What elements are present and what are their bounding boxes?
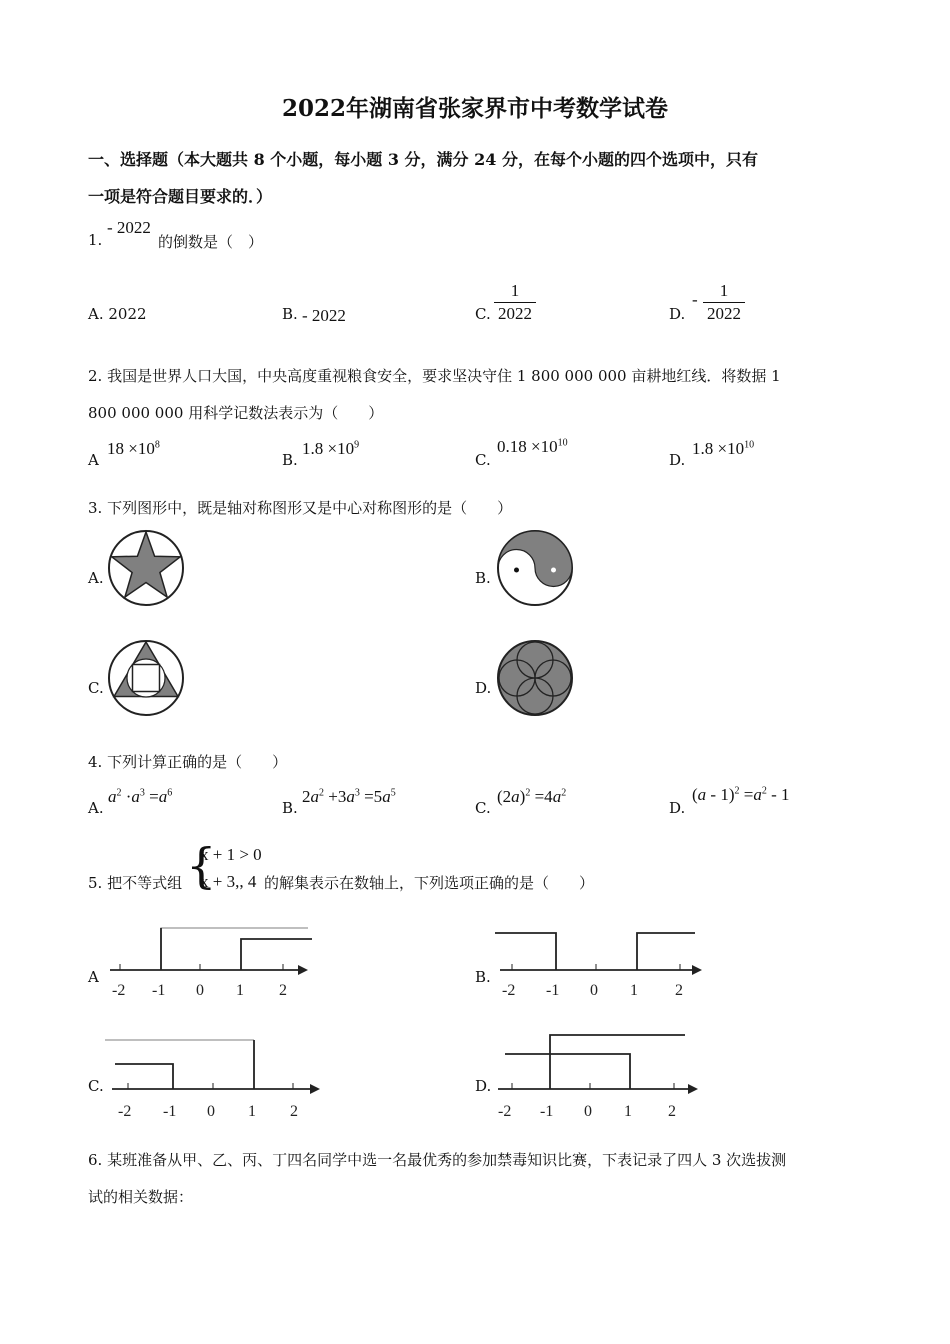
- q2-a-base: 18 ×10: [107, 439, 155, 458]
- q5-inequality-1: x + 1 > 0: [200, 845, 262, 864]
- q3-option-c-label: C.: [88, 679, 104, 697]
- q5-d-label--2: -2: [498, 1103, 512, 1120]
- q5-d-label-1: 1: [624, 1103, 632, 1120]
- q1-number: 1.: [88, 231, 103, 249]
- q5-c-label-2: 2: [290, 1103, 298, 1120]
- q5-b-ray-ge-1: [637, 933, 695, 970]
- q2-option-a-label: A: [88, 451, 99, 469]
- q5-number-line-a: [100, 920, 320, 1005]
- q3-text: 3. 下列图形中，既是轴对称图形又是中心对称图形的是（ ）: [88, 499, 513, 517]
- q5-c-label-1: 1: [248, 1103, 256, 1120]
- q5-b-label-2: 2: [675, 982, 683, 999]
- q1-expression: - 2022: [107, 218, 151, 237]
- q5-b-ray-lt-neg1: [495, 933, 556, 970]
- q6-text-line2: 试的相关数据：: [88, 1188, 194, 1206]
- q1-text: 的倒数是（ ）: [158, 233, 264, 251]
- q4-text: 4. 下列计算正确的是（ ）: [88, 753, 288, 771]
- q3-option-d-label: D.: [475, 679, 492, 697]
- q5-c-ray-le-neg1: [115, 1064, 173, 1089]
- q5-number-line-b: [490, 920, 710, 1005]
- q1-option-b-label: B.: [282, 305, 298, 323]
- q3-figure-four-petals: [495, 638, 575, 718]
- q5-a-label--1: -1: [152, 982, 166, 999]
- q2-option-b-label: B.: [282, 451, 298, 469]
- q1-option-d-label: D.: [669, 305, 686, 323]
- q5-c-label-0: 0: [207, 1103, 215, 1120]
- q3-figure-yin-yang: [495, 528, 575, 608]
- q2-c-exp: 10: [557, 437, 568, 449]
- q3-option-b-label: B.: [475, 569, 491, 587]
- q2-option-d: [692, 439, 754, 459]
- q5-number-line-c: [100, 1030, 325, 1120]
- q5-d-label-2: 2: [668, 1103, 676, 1120]
- q4-option-c-expr: $(2a)^2 =4a^2$: [497, 787, 567, 806]
- q1-d-denominator: 2022: [707, 304, 741, 323]
- q5-b-label--1: -1: [546, 982, 560, 999]
- q5-d-ray-le-1: [505, 1054, 630, 1089]
- q5-a-ray-gt-neg1: [161, 928, 308, 970]
- q5-option-b-label: B.: [475, 968, 491, 986]
- q5-b-label--2: -2: [502, 982, 516, 999]
- q5-a-label--2: -2: [112, 982, 126, 999]
- q3-b-dot-left: [514, 568, 519, 573]
- q2-option-c: [497, 437, 568, 457]
- q3-c-square: [133, 665, 160, 692]
- q5-option-d-label: D.: [475, 1077, 492, 1095]
- q1-option-d-fraction: [703, 280, 745, 325]
- q3-figure-star-in-circle: [106, 528, 186, 608]
- q2-text-line1: 2. 我国是世界人口大国，中央高度重视粮食安全，要求坚决守住 1 800 000 000 亩耕地红线．将数据 1: [88, 367, 781, 385]
- q5-c-label--1: -1: [163, 1103, 177, 1120]
- q4-option-b-label: B.: [282, 799, 298, 817]
- q5-a-label-1: 1: [236, 982, 244, 999]
- q2-b-base: 1.8 ×10: [302, 439, 355, 458]
- q1-option-a: A. 2022: [88, 305, 147, 323]
- q4-option-a-label: A.: [88, 799, 104, 817]
- q5-brace: {: [186, 838, 217, 894]
- q3-option-a-label: A.: [88, 569, 104, 587]
- q5-b-label-1: 1: [630, 982, 638, 999]
- q5-b-label-0: 0: [590, 982, 598, 999]
- q2-d-base: 1.8 ×10: [692, 439, 745, 458]
- q3-b-dot-right: [551, 568, 556, 573]
- q5-a-ray-ge-1: [241, 939, 312, 970]
- q1-option-c-fraction: [494, 280, 536, 325]
- q2-option-c-label: C.: [475, 451, 491, 469]
- q5-d-ray-gt-neg1: [550, 1035, 685, 1089]
- q5-inequality-2: x + 3,, 4: [200, 872, 257, 891]
- q2-option-d-label: D.: [669, 451, 686, 469]
- q5-a-arrow: [298, 965, 308, 975]
- q2-a-exp: 8: [154, 439, 160, 451]
- q5-number-line-d: [490, 1030, 710, 1120]
- q4-option-d-label: D.: [669, 799, 686, 817]
- q1-option-d-sign: -: [692, 290, 698, 309]
- section-heading-line1: 一、选择题（本大题共 8 个小题，每小题 3 分，满分 24 分，在每个小题的四个选项中，只有: [88, 150, 758, 169]
- q1-option-c-label: C.: [475, 305, 491, 323]
- q1-option-b: - 2022: [302, 306, 346, 325]
- q5-c-label--2: -2: [118, 1103, 132, 1120]
- q2-option-a: [107, 439, 160, 459]
- q5-b-arrow: [692, 965, 702, 975]
- q4-option-a-expr: $a^2 \cdot a^3 =a^6$: [108, 787, 173, 806]
- q4-option-c-label: C.: [475, 799, 491, 817]
- section-heading-line2: 一项是符合题目要求的．）: [88, 187, 273, 206]
- q5-d-arrow: [688, 1084, 698, 1094]
- q5-text-suffix: 的解集表示在数轴上，下列选项正确的是（ ）: [264, 874, 595, 892]
- q1-d-numerator: 1: [703, 280, 745, 303]
- q6-text-line1: 6. 某班准备从甲、乙、丙、丁四名同学中选一名最优秀的参加禁毒知识比赛，下表记录了四人 3 次选拔测: [88, 1151, 787, 1169]
- q2-text-line2: 800 000 000 用科学记数法表示为（ ）: [88, 404, 384, 422]
- q5-a-label-0: 0: [196, 982, 204, 999]
- q3-figure-triangle-square: [106, 638, 186, 718]
- q5-d-label--1: -1: [540, 1103, 554, 1120]
- q2-d-exp: 10: [744, 439, 755, 451]
- q5-option-a-label: A: [88, 968, 99, 986]
- q4-option-d-expr: $(a - 1)^2 =a^2 - 1$: [692, 785, 790, 804]
- q5-d-label-0: 0: [584, 1103, 592, 1120]
- q2-c-base: 0.18 ×10: [497, 437, 558, 456]
- q1-c-numerator: 1: [494, 280, 536, 303]
- page-title: 2022年湖南省张家界市中考数学试卷: [281, 95, 668, 122]
- q2-option-b: [302, 439, 359, 459]
- q5-a-label-2: 2: [279, 982, 287, 999]
- q5-option-c-label: C.: [88, 1077, 104, 1095]
- q5-text-prefix: 5. 把不等式组: [88, 874, 183, 892]
- q5-c-arrow: [310, 1084, 320, 1094]
- q2-b-exp: 9: [354, 439, 360, 451]
- q1-c-denominator: 2022: [498, 304, 532, 323]
- q4-option-b-expr: $2a^2 +3a^3 =5a^5$: [302, 787, 396, 806]
